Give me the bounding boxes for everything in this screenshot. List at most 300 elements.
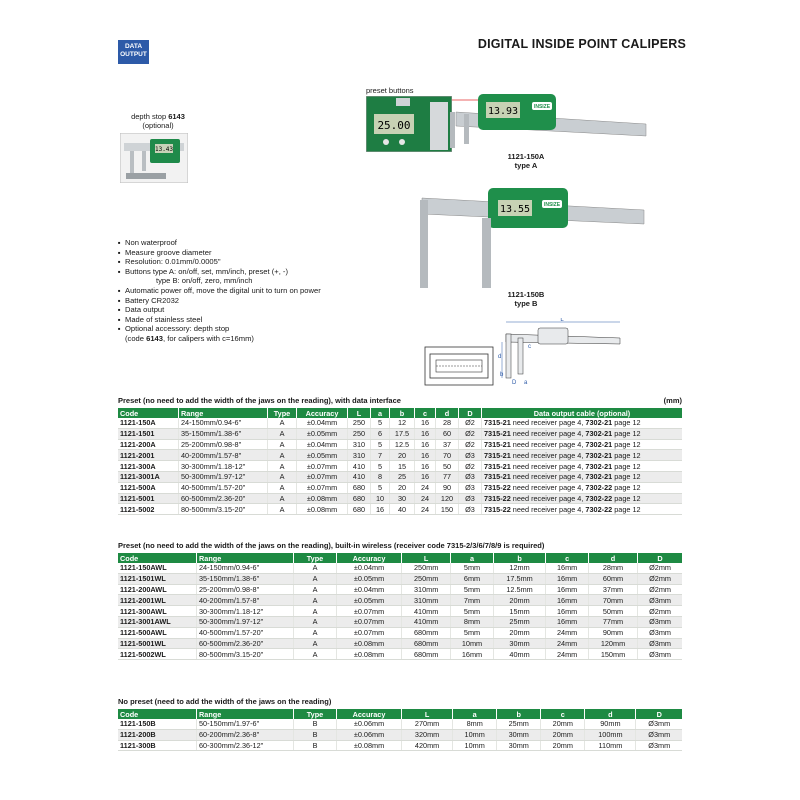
cell-range: 60-500mm/2.36-20" bbox=[197, 638, 294, 649]
unit-label: (mm) bbox=[663, 396, 682, 405]
cell-accuracy: ±0.07mm bbox=[337, 616, 402, 627]
col-c: c bbox=[546, 553, 588, 563]
cell-d: 110mm bbox=[585, 740, 636, 751]
col-code: Code bbox=[118, 553, 197, 563]
cell-type: A bbox=[294, 616, 337, 627]
cell-c: 24 bbox=[415, 493, 436, 504]
cell-c: 24mm bbox=[546, 627, 588, 638]
cell-code: 1121-5001WL bbox=[118, 638, 197, 649]
feature-item: ■ Optional accessory: depth stop bbox=[118, 324, 321, 334]
cell-a: 8 bbox=[371, 471, 390, 482]
feature-item: ■ Measure groove diameter bbox=[118, 248, 321, 258]
table-row bbox=[118, 649, 682, 660]
cell-type: B bbox=[294, 729, 337, 740]
feature-item: ■ Buttons type A: on/off, set, mm/inch, preset (+, -) bbox=[118, 267, 321, 277]
depth-stop-caption bbox=[128, 112, 188, 130]
cable-part: need receiver page 4, bbox=[510, 429, 586, 439]
cable-part: 7315-21 bbox=[484, 429, 511, 439]
table2-header-row bbox=[118, 553, 682, 563]
caliper-type-a-image bbox=[436, 92, 648, 154]
feature-code-prefix: (code bbox=[125, 333, 147, 343]
feature-code: 6143 bbox=[146, 333, 164, 343]
cell-b: 40mm bbox=[493, 649, 546, 660]
cell-data-output-cable bbox=[482, 471, 683, 482]
cell-a: 10 bbox=[371, 493, 390, 504]
cell-type: A bbox=[268, 482, 297, 493]
col-type: Type bbox=[294, 709, 337, 719]
cell-a: 10mm bbox=[453, 729, 497, 740]
table3-body bbox=[118, 719, 682, 751]
table-row bbox=[118, 719, 682, 729]
cable-part: need receiver page 4, bbox=[510, 418, 586, 428]
cell-d: 90 bbox=[436, 482, 459, 493]
table-row bbox=[118, 584, 682, 595]
col-b: b bbox=[497, 709, 541, 719]
cell-b: 12mm bbox=[493, 563, 546, 573]
cell-b: 25mm bbox=[497, 719, 541, 729]
col-c: c bbox=[415, 408, 436, 418]
cell-d: 77mm bbox=[588, 616, 637, 627]
cell-d: 28mm bbox=[588, 563, 637, 573]
cell-b: 25 bbox=[390, 471, 415, 482]
cell-D: Ø3 bbox=[459, 504, 482, 515]
cell-d: 50mm bbox=[588, 606, 637, 617]
table-row bbox=[118, 573, 682, 584]
cell-code: 1121-500A bbox=[118, 482, 179, 493]
col-D: D bbox=[638, 553, 682, 563]
cell-b: 20mm bbox=[493, 595, 546, 606]
col-D: D bbox=[459, 408, 482, 418]
col-L: L bbox=[402, 553, 451, 563]
cell-b: 15mm bbox=[493, 606, 546, 617]
type-a-display: 13.93 bbox=[487, 106, 519, 117]
col-type: Type bbox=[294, 553, 337, 563]
cell-D: Ø3mm bbox=[638, 638, 682, 649]
table-row bbox=[118, 563, 682, 573]
cell-D: Ø3 bbox=[459, 450, 482, 461]
col-a: a bbox=[371, 408, 390, 418]
feature-item: type B: on/off, zero, mm/inch bbox=[156, 276, 253, 286]
feature-list bbox=[118, 238, 321, 344]
cable-part: page 12 bbox=[612, 504, 641, 514]
table-row bbox=[118, 504, 682, 515]
cell-d: 70mm bbox=[588, 595, 637, 606]
cell-b: 20mm bbox=[493, 627, 546, 638]
cell-L: 310 bbox=[348, 439, 371, 450]
col-a: a bbox=[451, 553, 493, 563]
cell-D: Ø3mm bbox=[636, 740, 682, 751]
model-b-label bbox=[496, 290, 556, 308]
cell-a: 8mm bbox=[453, 719, 497, 729]
cell-a: 10mm bbox=[453, 740, 497, 751]
cell-D: Ø3mm bbox=[638, 649, 682, 660]
cable-part: 7315-21 bbox=[484, 439, 511, 449]
feature-item: ■ Data output bbox=[118, 305, 321, 315]
cell-a: 5mm bbox=[451, 606, 493, 617]
col-L: L bbox=[348, 408, 371, 418]
cable-part: need receiver page 4, bbox=[510, 493, 586, 503]
table-row bbox=[118, 740, 682, 751]
cell-range: 40-200mm/1.57-8" bbox=[179, 450, 268, 461]
cable-part: 7302-21 bbox=[585, 439, 613, 449]
cell-range: 60-200mm/2.36-8" bbox=[197, 729, 294, 740]
cell-L: 310mm bbox=[402, 595, 451, 606]
cable-part: page 12 bbox=[612, 472, 641, 482]
cell-c: 16 bbox=[415, 418, 436, 428]
cell-d: 37 bbox=[436, 439, 459, 450]
table-row bbox=[118, 428, 682, 439]
cell-accuracy: ±0.05mm bbox=[337, 595, 402, 606]
cell-D: Ø2mm bbox=[638, 563, 682, 573]
col-range: Range bbox=[197, 553, 294, 563]
col-code: Code bbox=[118, 709, 197, 719]
col-b: b bbox=[390, 408, 415, 418]
cell-range: 80-500mm/3.15-20" bbox=[179, 504, 268, 515]
cell-accuracy: ±0.06mm bbox=[337, 719, 402, 729]
cell-code: 1121-5001 bbox=[118, 493, 179, 504]
table-preset-data-interface bbox=[118, 408, 682, 515]
cell-accuracy: ±0.08mm bbox=[337, 740, 402, 751]
cell-c: 24 bbox=[415, 504, 436, 515]
col-d: d bbox=[588, 553, 637, 563]
cell-code: 1121-500AWL bbox=[118, 627, 197, 638]
cell-code: 1121-5002 bbox=[118, 504, 179, 515]
cell-D: Ø2mm bbox=[638, 573, 682, 584]
cell-b: 17.5mm bbox=[493, 573, 546, 584]
cell-L: 410mm bbox=[402, 616, 451, 627]
col-range: Range bbox=[179, 408, 268, 418]
cell-D: Ø3mm bbox=[638, 595, 682, 606]
table-row bbox=[118, 482, 682, 493]
cell-a: 5mm bbox=[451, 563, 493, 573]
cable-part: need receiver page 4, bbox=[510, 472, 586, 482]
cell-type: A bbox=[268, 461, 297, 472]
type-a: type A bbox=[514, 161, 538, 170]
table2-heading: Preset (no need to add the width of the jaws on the reading), built-in wireless (receiver code 7315-2/3/6/7/8/9 is required) bbox=[118, 541, 545, 550]
cell-d: 60 bbox=[436, 428, 459, 439]
cell-L: 250 bbox=[348, 418, 371, 428]
cable-part: 7302-21 bbox=[585, 461, 613, 471]
cell-L: 310mm bbox=[402, 584, 451, 595]
cell-range: 50-150mm/1.97-6" bbox=[197, 719, 294, 729]
model-a: 1121-150A bbox=[507, 152, 545, 161]
cell-accuracy: ±0.05mm bbox=[337, 573, 402, 584]
cell-accuracy: ±0.07mm bbox=[297, 482, 348, 493]
cell-a: 5 bbox=[371, 418, 390, 428]
cell-L: 250mm bbox=[402, 563, 451, 573]
depth-stop-optional: (optional) bbox=[142, 121, 174, 130]
cell-L: 250mm bbox=[402, 573, 451, 584]
dim-b-label: b bbox=[500, 372, 504, 378]
cell-a: 10mm bbox=[451, 638, 493, 649]
cell-c: 16 bbox=[415, 428, 436, 439]
cell-b: 30 bbox=[390, 493, 415, 504]
table3-header-row bbox=[118, 709, 682, 719]
cell-code: 1121-1501WL bbox=[118, 573, 197, 584]
cell-data-output-cable bbox=[482, 418, 683, 428]
cell-c: 16mm bbox=[546, 595, 588, 606]
cell-accuracy: ±0.05mm bbox=[297, 428, 348, 439]
table-row bbox=[118, 638, 682, 649]
cell-a: 5 bbox=[371, 439, 390, 450]
cell-a: 5 bbox=[371, 461, 390, 472]
cell-a: 7 bbox=[371, 450, 390, 461]
cell-code: 1121-1501 bbox=[118, 428, 179, 439]
cell-L: 680mm bbox=[402, 638, 451, 649]
cell-code: 1121-150B bbox=[118, 719, 197, 729]
cell-type: A bbox=[268, 418, 297, 428]
model-b: 1121-150B bbox=[507, 290, 545, 299]
cable-part: 7302-21 bbox=[585, 450, 613, 460]
cell-d: 37mm bbox=[588, 584, 637, 595]
table-preset-wireless bbox=[118, 553, 682, 660]
cell-a: 8mm bbox=[451, 616, 493, 627]
cell-code: 1121-150AWL bbox=[118, 563, 197, 573]
cell-accuracy: ±0.07mm bbox=[337, 606, 402, 617]
cell-L: 310 bbox=[348, 450, 371, 461]
cell-b: 25mm bbox=[493, 616, 546, 627]
cell-d: 100mm bbox=[585, 729, 636, 740]
table1-body bbox=[118, 418, 682, 515]
cable-part: 7315-22 bbox=[484, 483, 511, 493]
cell-range: 30-300mm/1.18-12" bbox=[179, 461, 268, 472]
cell-D: Ø3 bbox=[459, 482, 482, 493]
cell-range: 40-200mm/1.57-8" bbox=[197, 595, 294, 606]
cell-c: 20mm bbox=[541, 719, 585, 729]
cell-D: Ø2mm bbox=[638, 606, 682, 617]
cell-D: Ø2 bbox=[459, 461, 482, 472]
cell-a: 6mm bbox=[451, 573, 493, 584]
cable-part: 7302-22 bbox=[585, 483, 613, 493]
table-row bbox=[118, 450, 682, 461]
cell-a: 5 bbox=[371, 482, 390, 493]
cell-accuracy: ±0.04mm bbox=[337, 563, 402, 573]
table-row bbox=[118, 606, 682, 617]
col-accuracy: Accuracy bbox=[297, 408, 348, 418]
col-type: Type bbox=[268, 408, 297, 418]
col-code: Code bbox=[118, 408, 179, 418]
cell-c: 16mm bbox=[546, 573, 588, 584]
col-L: L bbox=[402, 709, 453, 719]
cell-accuracy: ±0.04mm bbox=[337, 584, 402, 595]
cell-type: A bbox=[294, 584, 337, 595]
cell-code: 1121-300A bbox=[118, 461, 179, 472]
cable-part: 7315-22 bbox=[484, 504, 511, 514]
table-row bbox=[118, 493, 682, 504]
cell-b: 30mm bbox=[497, 740, 541, 751]
cell-a: 16 bbox=[371, 504, 390, 515]
cell-code: 1121-3001A bbox=[118, 471, 179, 482]
cell-type: A bbox=[268, 493, 297, 504]
feature-item: ■ Resolution: 0.01mm/0.0005" bbox=[118, 257, 321, 267]
cell-L: 320mm bbox=[402, 729, 453, 740]
feature-item: ■ Non waterproof bbox=[118, 238, 321, 248]
cell-code: 1121-200B bbox=[118, 729, 197, 740]
cable-part: 7315-22 bbox=[484, 493, 511, 503]
cell-D: Ø3mm bbox=[638, 616, 682, 627]
cell-b: 40 bbox=[390, 504, 415, 515]
table-row bbox=[118, 461, 682, 472]
cell-range: 25-200mm/0.98-8" bbox=[197, 584, 294, 595]
cell-c: 16 bbox=[415, 461, 436, 472]
cell-type: A bbox=[294, 573, 337, 584]
cell-c: 16mm bbox=[546, 584, 588, 595]
cell-data-output-cable bbox=[482, 461, 683, 472]
page-title: DIGITAL INSIDE POINT CALIPERS bbox=[477, 37, 686, 51]
cell-b: 20 bbox=[390, 450, 415, 461]
dim-D-label: D bbox=[512, 380, 517, 386]
dimension-drawing bbox=[498, 318, 626, 388]
cable-part: page 12 bbox=[612, 461, 641, 471]
cell-d: 120mm bbox=[588, 638, 637, 649]
cell-range: 35-150mm/1.38-6" bbox=[179, 428, 268, 439]
cell-a: 5mm bbox=[451, 584, 493, 595]
depth-stop-code: 6143 bbox=[168, 112, 185, 121]
cell-d: 90mm bbox=[588, 627, 637, 638]
cell-accuracy: ±0.08mm bbox=[297, 493, 348, 504]
cell-d: 150 bbox=[436, 504, 459, 515]
cell-range: 60-500mm/2.36-20" bbox=[179, 493, 268, 504]
cable-part: 7302-22 bbox=[585, 493, 613, 503]
cell-accuracy: ±0.07mm bbox=[297, 471, 348, 482]
cable-part: 7302-21 bbox=[585, 472, 613, 482]
data-output-badge bbox=[118, 40, 149, 64]
cell-c: 16mm bbox=[546, 616, 588, 627]
cell-type: A bbox=[268, 471, 297, 482]
cell-c: 16 bbox=[415, 450, 436, 461]
cell-range: 60-300mm/2.36-12" bbox=[197, 740, 294, 751]
cell-a: 16mm bbox=[451, 649, 493, 660]
cell-data-output-cable bbox=[482, 482, 683, 493]
cell-accuracy: ±0.08mm bbox=[297, 504, 348, 515]
cable-part: need receiver page 4, bbox=[510, 439, 586, 449]
cell-d: 70 bbox=[436, 450, 459, 461]
cell-range: 25-200mm/0.98-8" bbox=[179, 439, 268, 450]
cell-range: 40-500mm/1.57-20" bbox=[197, 627, 294, 638]
cable-part: page 12 bbox=[612, 493, 641, 503]
cell-c: 24 bbox=[415, 482, 436, 493]
brand-logo-a: INSIZE bbox=[533, 104, 551, 110]
cell-L: 410 bbox=[348, 461, 371, 472]
cell-c: 16 bbox=[415, 439, 436, 450]
dim-d-label: d bbox=[498, 354, 502, 360]
cell-code: 1121-150A bbox=[118, 418, 179, 428]
cell-data-output-cable bbox=[482, 493, 683, 504]
cable-part: need receiver page 4, bbox=[510, 461, 586, 471]
cable-part: page 12 bbox=[612, 483, 641, 493]
cell-D: Ø3 bbox=[459, 493, 482, 504]
cell-code: 1121-300AWL bbox=[118, 606, 197, 617]
cell-D: Ø3mm bbox=[638, 627, 682, 638]
cell-code: 1121-3001AWL bbox=[118, 616, 197, 627]
cell-range: 30-300mm/1.18-12" bbox=[197, 606, 294, 617]
cell-D: Ø3mm bbox=[636, 729, 682, 740]
col-range: Range bbox=[197, 709, 294, 719]
cable-part: page 12 bbox=[612, 439, 641, 449]
cell-D: Ø2mm bbox=[638, 584, 682, 595]
feature-item bbox=[118, 334, 321, 344]
cell-b: 20 bbox=[390, 482, 415, 493]
cell-type: A bbox=[294, 638, 337, 649]
table-row bbox=[118, 595, 682, 606]
cable-part: page 12 bbox=[612, 429, 641, 439]
feature-item: ■ Automatic power off, move the digital unit to turn on power bbox=[118, 286, 321, 296]
cable-part: need receiver page 4, bbox=[510, 504, 586, 514]
cable-part: page 12 bbox=[612, 450, 641, 460]
badge-line-2: OUTPUT bbox=[120, 51, 147, 58]
feature-item: ■ Battery CR2032 bbox=[118, 296, 321, 306]
table-row bbox=[118, 616, 682, 627]
cell-type: A bbox=[294, 563, 337, 573]
cell-range: 50-300mm/1.97-12" bbox=[179, 471, 268, 482]
cell-range: 80-500mm/3.15-20" bbox=[197, 649, 294, 660]
cell-c: 16mm bbox=[546, 563, 588, 573]
table-row bbox=[118, 627, 682, 638]
cell-type: B bbox=[294, 740, 337, 751]
cell-type: A bbox=[268, 428, 297, 439]
table3-heading: No preset (need to add the width of the jaws on the reading) bbox=[118, 697, 332, 706]
depth-stop-label: depth stop bbox=[131, 112, 169, 121]
cell-L: 250 bbox=[348, 428, 371, 439]
cell-accuracy: ±0.05mm bbox=[297, 450, 348, 461]
type-b-display: 13.55 bbox=[499, 204, 531, 215]
cell-a: 6 bbox=[371, 428, 390, 439]
cell-range: 40-500mm/1.57-20" bbox=[179, 482, 268, 493]
cell-code: 1121-200A bbox=[118, 439, 179, 450]
groove-section-drawing bbox=[424, 346, 494, 386]
cell-L: 270mm bbox=[402, 719, 453, 729]
table-row bbox=[118, 439, 682, 450]
cell-type: A bbox=[294, 606, 337, 617]
cell-code: 1121-300B bbox=[118, 740, 197, 751]
cable-part: 7315-21 bbox=[484, 461, 511, 471]
cable-part: 7302-21 bbox=[585, 418, 613, 428]
table1-heading: Preset (no need to add the width of the jaws on the reading), with data interface bbox=[118, 396, 401, 405]
table-row bbox=[118, 729, 682, 740]
cell-L: 680 bbox=[348, 482, 371, 493]
cell-data-output-cable bbox=[482, 450, 683, 461]
cell-type: B bbox=[294, 719, 337, 729]
cell-D: Ø2 bbox=[459, 439, 482, 450]
cell-range: 24-150mm/0.94-6" bbox=[179, 418, 268, 428]
table-row bbox=[118, 418, 682, 428]
cell-D: Ø3mm bbox=[636, 719, 682, 729]
cell-code: 1121-200AWL bbox=[118, 584, 197, 595]
cable-part: 7315-21 bbox=[484, 472, 511, 482]
table-row bbox=[118, 471, 682, 482]
feature-item: ■ Made of stainless steel bbox=[118, 315, 321, 325]
preset-buttons-label: preset buttons bbox=[366, 86, 414, 95]
col-d: d bbox=[436, 408, 459, 418]
cell-d: 150mm bbox=[588, 649, 637, 660]
cable-part: 7302-22 bbox=[585, 504, 613, 514]
cell-type: A bbox=[268, 439, 297, 450]
table2-body bbox=[118, 563, 682, 660]
cell-a: 5mm bbox=[451, 627, 493, 638]
col-accuracy: Accuracy bbox=[337, 709, 402, 719]
cell-type: A bbox=[268, 504, 297, 515]
cell-b: 12.5mm bbox=[493, 584, 546, 595]
cell-b: 12 bbox=[390, 418, 415, 428]
cell-b: 15 bbox=[390, 461, 415, 472]
type-b: type B bbox=[514, 299, 538, 308]
cell-c: 24mm bbox=[546, 638, 588, 649]
col-a: a bbox=[453, 709, 497, 719]
dim-L-label: L bbox=[560, 318, 564, 323]
cell-d: 60mm bbox=[588, 573, 637, 584]
cell-accuracy: ±0.04mm bbox=[297, 418, 348, 428]
cell-L: 680mm bbox=[402, 627, 451, 638]
